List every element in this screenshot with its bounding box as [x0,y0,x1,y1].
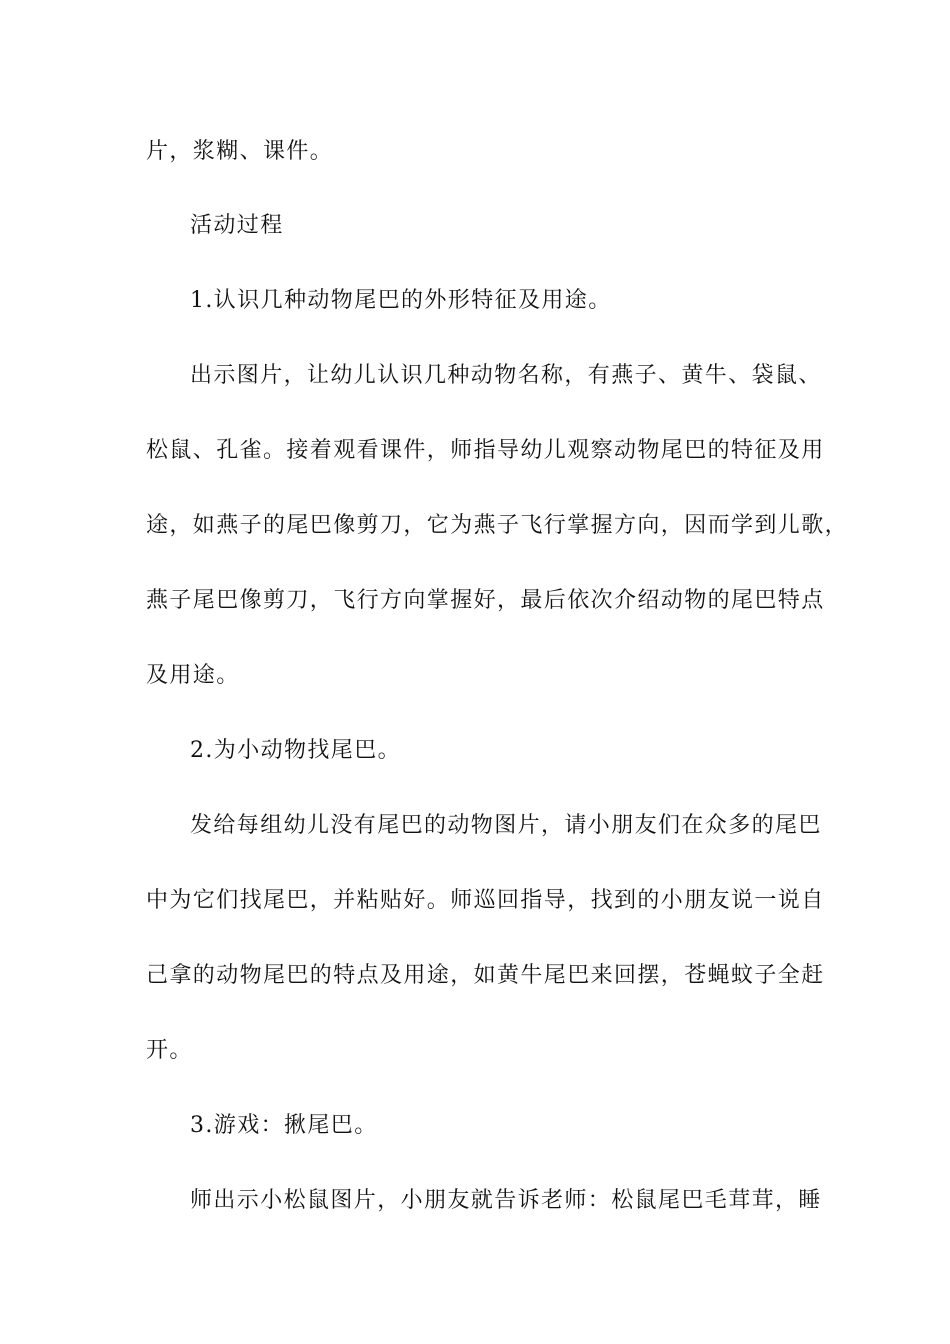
text-line-materials-end: 片，浆糊、课件。 [146,139,334,164]
section-heading-activity-process: 活动过程 [190,213,284,238]
paragraph-line: 开。 [146,1038,193,1063]
paragraph-line: 己拿的动物尾巴的特点及用途，如黄牛尾巴来回摆，苍蝇蚊子全赶 [146,963,825,988]
paragraph-line: 师出示小松鼠图片，小朋友就告诉老师：松鼠尾巴毛茸茸，睡 [190,1188,822,1213]
step-heading-3: 3.游戏：揪尾巴。 [190,1113,378,1138]
paragraph-line: 及用途。 [146,663,240,688]
paragraph-line: 松鼠、孔雀。接着观看课件，师指导幼儿观察动物尾巴的特征及用 [146,438,825,463]
step-heading-1: 1.认识几种动物尾巴的外形特征及用途。 [190,288,612,313]
paragraph-line: 中为它们找尾巴，并粘贴好。师巡回指导，找到的小朋友说一说自 [146,888,825,913]
step-heading-2: 2.为小动物找尾巴。 [190,738,401,763]
paragraph-line: 发给每组幼儿没有尾巴的动物图片，请小朋友们在众多的尾巴 [190,813,822,838]
paragraph-line: 燕子尾巴像剪刀，飞行方向掌握好，最后依次介绍动物的尾巴特点 [146,588,825,613]
paragraph-line: 途，如燕子的尾巴像剪刀，它为燕子飞行掌握方向，因而学到儿歌， [146,513,849,538]
paragraph-line: 出示图片，让幼儿认识几种动物名称，有燕子、黄牛、袋鼠、 [190,363,822,388]
